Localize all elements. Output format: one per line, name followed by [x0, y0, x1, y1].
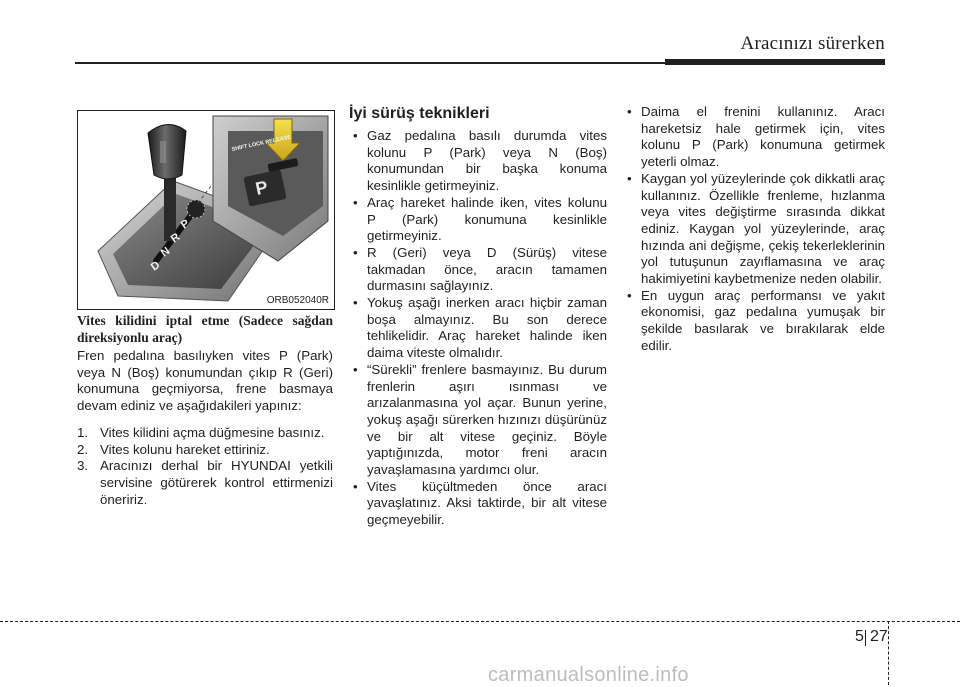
header-rule — [75, 62, 665, 64]
step-number: 3. — [77, 458, 89, 474]
figure-code: ORB052040R — [266, 295, 329, 306]
step-item — [77, 442, 333, 459]
driving-tips-list-continued — [623, 104, 885, 355]
bullet-item: • Kaygan yol yüzeylerinde çok dikkatli araç kullanınız. Özellikle frenleme, hızlanma veya vites değiştirme sırasında dikkat ediniz. Kaygan yol yüzeylerinde, araç hızında ani değişme, çekiş tekerleklerinin yol tutuşunun zayıflamasına ve araç hakimiyetini kaybetmenize neden olabilir. — [623, 171, 885, 288]
bullet-item: • Gaz pedalına basılı durumda vites kolunu P (Park) veya N (Boş) konumundan bir başka konuma kesinlikle getirmeyiniz. — [349, 128, 607, 195]
bullet-item: • Araç hareket halinde iken, vites kolunu P (Park) konumuna kesinlikle getirmeyiniz. — [349, 195, 607, 245]
page-number: 27 — [870, 628, 888, 645]
watermark: carmanualsonline.info — [488, 664, 689, 686]
intro-paragraph: Fren pedalına basılıyken vites P (Park) veya N (Boş) konumundan çıkıp R (Geri) konumuna geçmiyorsa, frene basmaya devam ediniz ve aşağıdakileri yapınız: — [77, 348, 333, 414]
step-number: 1. — [77, 424, 89, 440]
step-item — [77, 458, 333, 508]
gate-letter-r: R — [168, 231, 183, 246]
bullet-item: • R (Geri) veya D (Sürüş) vitese takmadan önce, aracın tamamen durmasını sağlayınız. — [349, 245, 607, 295]
right-column — [623, 104, 885, 355]
page-number-divider — [865, 630, 866, 646]
header-rule-bar — [665, 59, 885, 65]
step-text: Vites kilidini açma düğmesine basınız. — [100, 424, 325, 440]
shift-lock-illustration — [77, 110, 335, 310]
driving-tips-list — [349, 128, 607, 529]
bullet-item: • Daima el frenini kullanınız. Aracı hareketsiz hale getirmek için, vites kolunu P (Park) konumuna getirmek yeterli olmaz. — [623, 104, 885, 171]
chapter-number: 5 — [855, 628, 864, 645]
step-number: 2. — [77, 441, 89, 457]
shifter-labels — [78, 111, 334, 309]
step-text: Vites kolunu hareket ettiriniz. — [100, 441, 270, 457]
footer-vertical-rule — [888, 621, 889, 685]
procedure-steps — [77, 425, 333, 509]
figure-caption: Vites kilidini iptal etme (Sadece sağdan direksiyonlu araç) — [77, 313, 333, 345]
bullet-item: • En uygun araç performansı ve yakıt ekonomisi, gaz pedalına yumuşak bir şekilde basılarak ve bırakılarak elde edilir. — [623, 288, 885, 355]
running-header-title: Aracınızı sürerken — [740, 33, 885, 54]
gate-letter-p: P — [178, 217, 192, 232]
gate-letter-d: D — [148, 259, 163, 274]
bullet-item: • Vites küçültmeden önce aracı yavaşlatınız. Aksi taktirde, bir alt vitese geçmeyebilir. — [349, 479, 607, 529]
step-item — [77, 425, 333, 442]
middle-column — [349, 104, 607, 529]
left-column — [77, 312, 333, 508]
bullet-item: • “Sürekli” frenlere basmayınız. Bu durum frenlerin aşırı ısınması ve arızalanmasına yol açar. Bunun yerine, yokuş aşağı sürerken hızınızı düşürünüz ve bir alt vitese geçiniz. Böyle yaptığınızda, motor freni aracın yavaşlamasına yardımcı olur. — [349, 362, 607, 479]
bullet-item: • Yokuş aşağı inerken aracı hiçbir zaman boşa almayınız. Bu son derece tehlikelidir. Araç hareket halinde iken daima viteste olmalıdır. — [349, 295, 607, 362]
inset-letter-p: P — [253, 176, 270, 199]
section-heading: İyi sürüş teknikleri — [349, 105, 490, 122]
step-text: Aracınızı derhal bir HYUNDAI yetkili servisine götürerek kontrol ettirmenizi öneririz. — [100, 458, 333, 507]
footer-rule — [0, 621, 960, 622]
shift-lock-release-label: SHIFT LOCK RELEASE — [231, 134, 292, 153]
gate-letter-n: N — [158, 245, 173, 260]
